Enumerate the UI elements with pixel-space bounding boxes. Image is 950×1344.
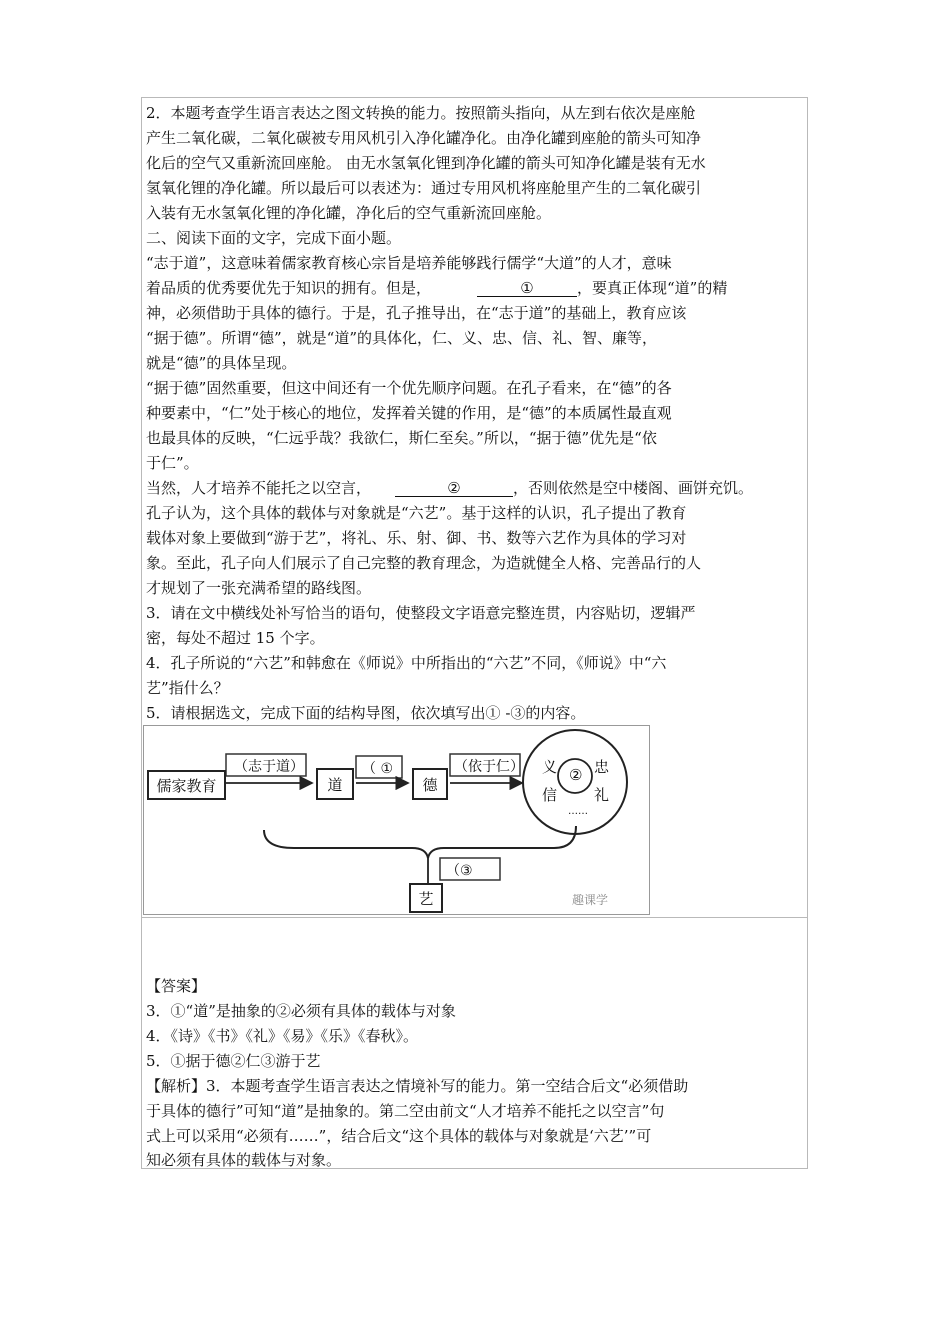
- passage-text: ，要真正体现“道”的精: [577, 279, 728, 297]
- q2-analysis-line: 2．本题考查学生语言表达之图文转换的能力。按照箭头指向，从左到右依次是座舱: [146, 104, 696, 122]
- passage-line: 就是“德”的具体呈现。: [146, 354, 297, 372]
- passage-line: [146, 478, 753, 498]
- virtue-zhong: 忠: [594, 758, 610, 776]
- q2-analysis-line: 产生二氧化碳，二氧化碳被专用风机引入净化罐净化。由净化罐到座舱的箭头可知净: [146, 129, 702, 147]
- passage-text: 当然，人才培养不能托之以空言，: [146, 479, 372, 497]
- passage-line: “据于德”。所谓“德”，就是“道”的具体化，仁、义、忠、信、礼、智、廉等，: [146, 329, 658, 347]
- arrow-label-zhi-yu-dao: （志于道）: [234, 759, 304, 775]
- passage-text: 着品质的优秀要优先于知识的拥有。但是，: [146, 279, 432, 297]
- structure-diagram: [143, 725, 650, 915]
- virtue-xin: 信: [542, 786, 558, 804]
- virtue-li: 礼: [594, 786, 610, 804]
- analysis-line: 知必须有具体的载体与对象。: [146, 1151, 342, 1169]
- passage-line: 神，必须借助于具体的德行。于是，孔子推导出，在“志于道”的基础上，教育应该: [146, 304, 687, 322]
- passage-line: 也最具体的反映，“仁远乎哉？我欲仁，斯仁至矣。”所以，“据于德”优先是“依: [146, 429, 657, 447]
- answer-header: 【答案】: [146, 977, 207, 995]
- question-5-line: 5．请根据选文，完成下面的结构导图，依次填写出① -③的内容。: [146, 704, 586, 722]
- arrow-label-yi-yu-ren: （依于仁）: [454, 759, 524, 775]
- box-confucian-education: 儒家教育: [147, 770, 226, 800]
- passage-line: 种要素中，“仁”处于核心的地位，发挥着关键的作用，是“德”的本质属性最直观: [146, 404, 672, 422]
- table-divider: [141, 917, 808, 918]
- passage-line: “志于道”，这意味着儒家教育核心宗旨是培养能够践行儒学“大道”的人才，意味: [146, 254, 672, 272]
- watermark-logo: 趣课学: [572, 893, 609, 907]
- question-4-line: 4．孔子所说的“六艺”和韩愈在《师说》中所指出的“六艺”不同，《师说》中“六: [146, 654, 667, 672]
- question-4-line: 艺”指什么？: [146, 679, 229, 697]
- blank-2: ②: [395, 480, 513, 497]
- analysis-line: 式上可以采用“必须有……”，结合后文“这个具体的载体与对象就是‘六艺’”可: [146, 1127, 652, 1145]
- blank-2-circle: ②: [569, 766, 583, 784]
- passage-line: 象。至此，孔子向人们展示了自己完整的教育理念，为造就健全人格、完善品行的人: [146, 554, 702, 572]
- brace-label-blank-3: （③: [446, 863, 473, 879]
- box-yi: 艺: [409, 883, 443, 913]
- answer-5: 5．①据于德②仁③游于艺: [146, 1052, 321, 1070]
- question-3-line: 密，每处不超过 15 个字。: [146, 629, 325, 647]
- section-title: 二、阅读下面的文字，完成下面小题。: [146, 229, 402, 247]
- passage-line: 载体对象上要做到“游于艺”，将礼、乐、射、御、书、数等六艺作为具体的学习对: [146, 529, 687, 547]
- passage-line: 于仁”。: [146, 454, 199, 472]
- analysis-line: 于具体的德行”可知“道”是抽象的。第二空由前文“人才培养不能托之以空言”句: [146, 1102, 665, 1120]
- passage-line: “据于德”固然重要，但这中间还有一个优先顺序问题。在孔子看来，在“德”的各: [146, 379, 672, 397]
- answer-3: 3．①“道”是抽象的②必须有具体的载体与对象: [146, 1002, 456, 1020]
- passage-line: [146, 278, 727, 298]
- box-dao: 道: [316, 768, 354, 800]
- passage-line: 才规划了一张充满希望的路线图。: [146, 579, 372, 597]
- box-de: 德: [412, 768, 448, 800]
- q2-analysis-line: 入装有无水氢氧化锂的净化罐，净化后的空气重新流回座舱。: [146, 204, 552, 222]
- analysis-line: 【解析】3．本题考查学生语言表达之情境补写的能力。第一空结合后文“必须借助: [146, 1077, 689, 1095]
- passage-text: ，否则依然是空中楼阁、画饼充饥。: [513, 479, 754, 497]
- virtue-yi: 义: [542, 758, 558, 776]
- virtue-ellipsis: ……: [568, 806, 588, 817]
- blank-1: ①: [477, 280, 577, 297]
- arrow-label-blank-1: （ ①: [362, 761, 394, 777]
- diagram-connectors: [144, 726, 651, 916]
- passage-line: 孔子认为，这个具体的载体与对象就是“六艺”。基于这样的认识，孔子提出了教育: [146, 504, 687, 522]
- question-3-line: 3．请在文中横线处补写恰当的语句，使整段文字语意完整连贯，内容贴切，逻辑严: [146, 604, 696, 622]
- q2-analysis-line: 化后的空气又重新流回座舱。 由无水氢氧化锂到净化罐的箭头可知净化罐是装有无水: [146, 154, 706, 172]
- q2-analysis-line: 氢氧化锂的净化罐。所以最后可以表述为：通过专用风机将座舱里产生的二氧化碳引: [146, 179, 702, 197]
- answer-4: 4．《诗》《书》《礼》《易》《乐》《春秋》。: [146, 1027, 419, 1045]
